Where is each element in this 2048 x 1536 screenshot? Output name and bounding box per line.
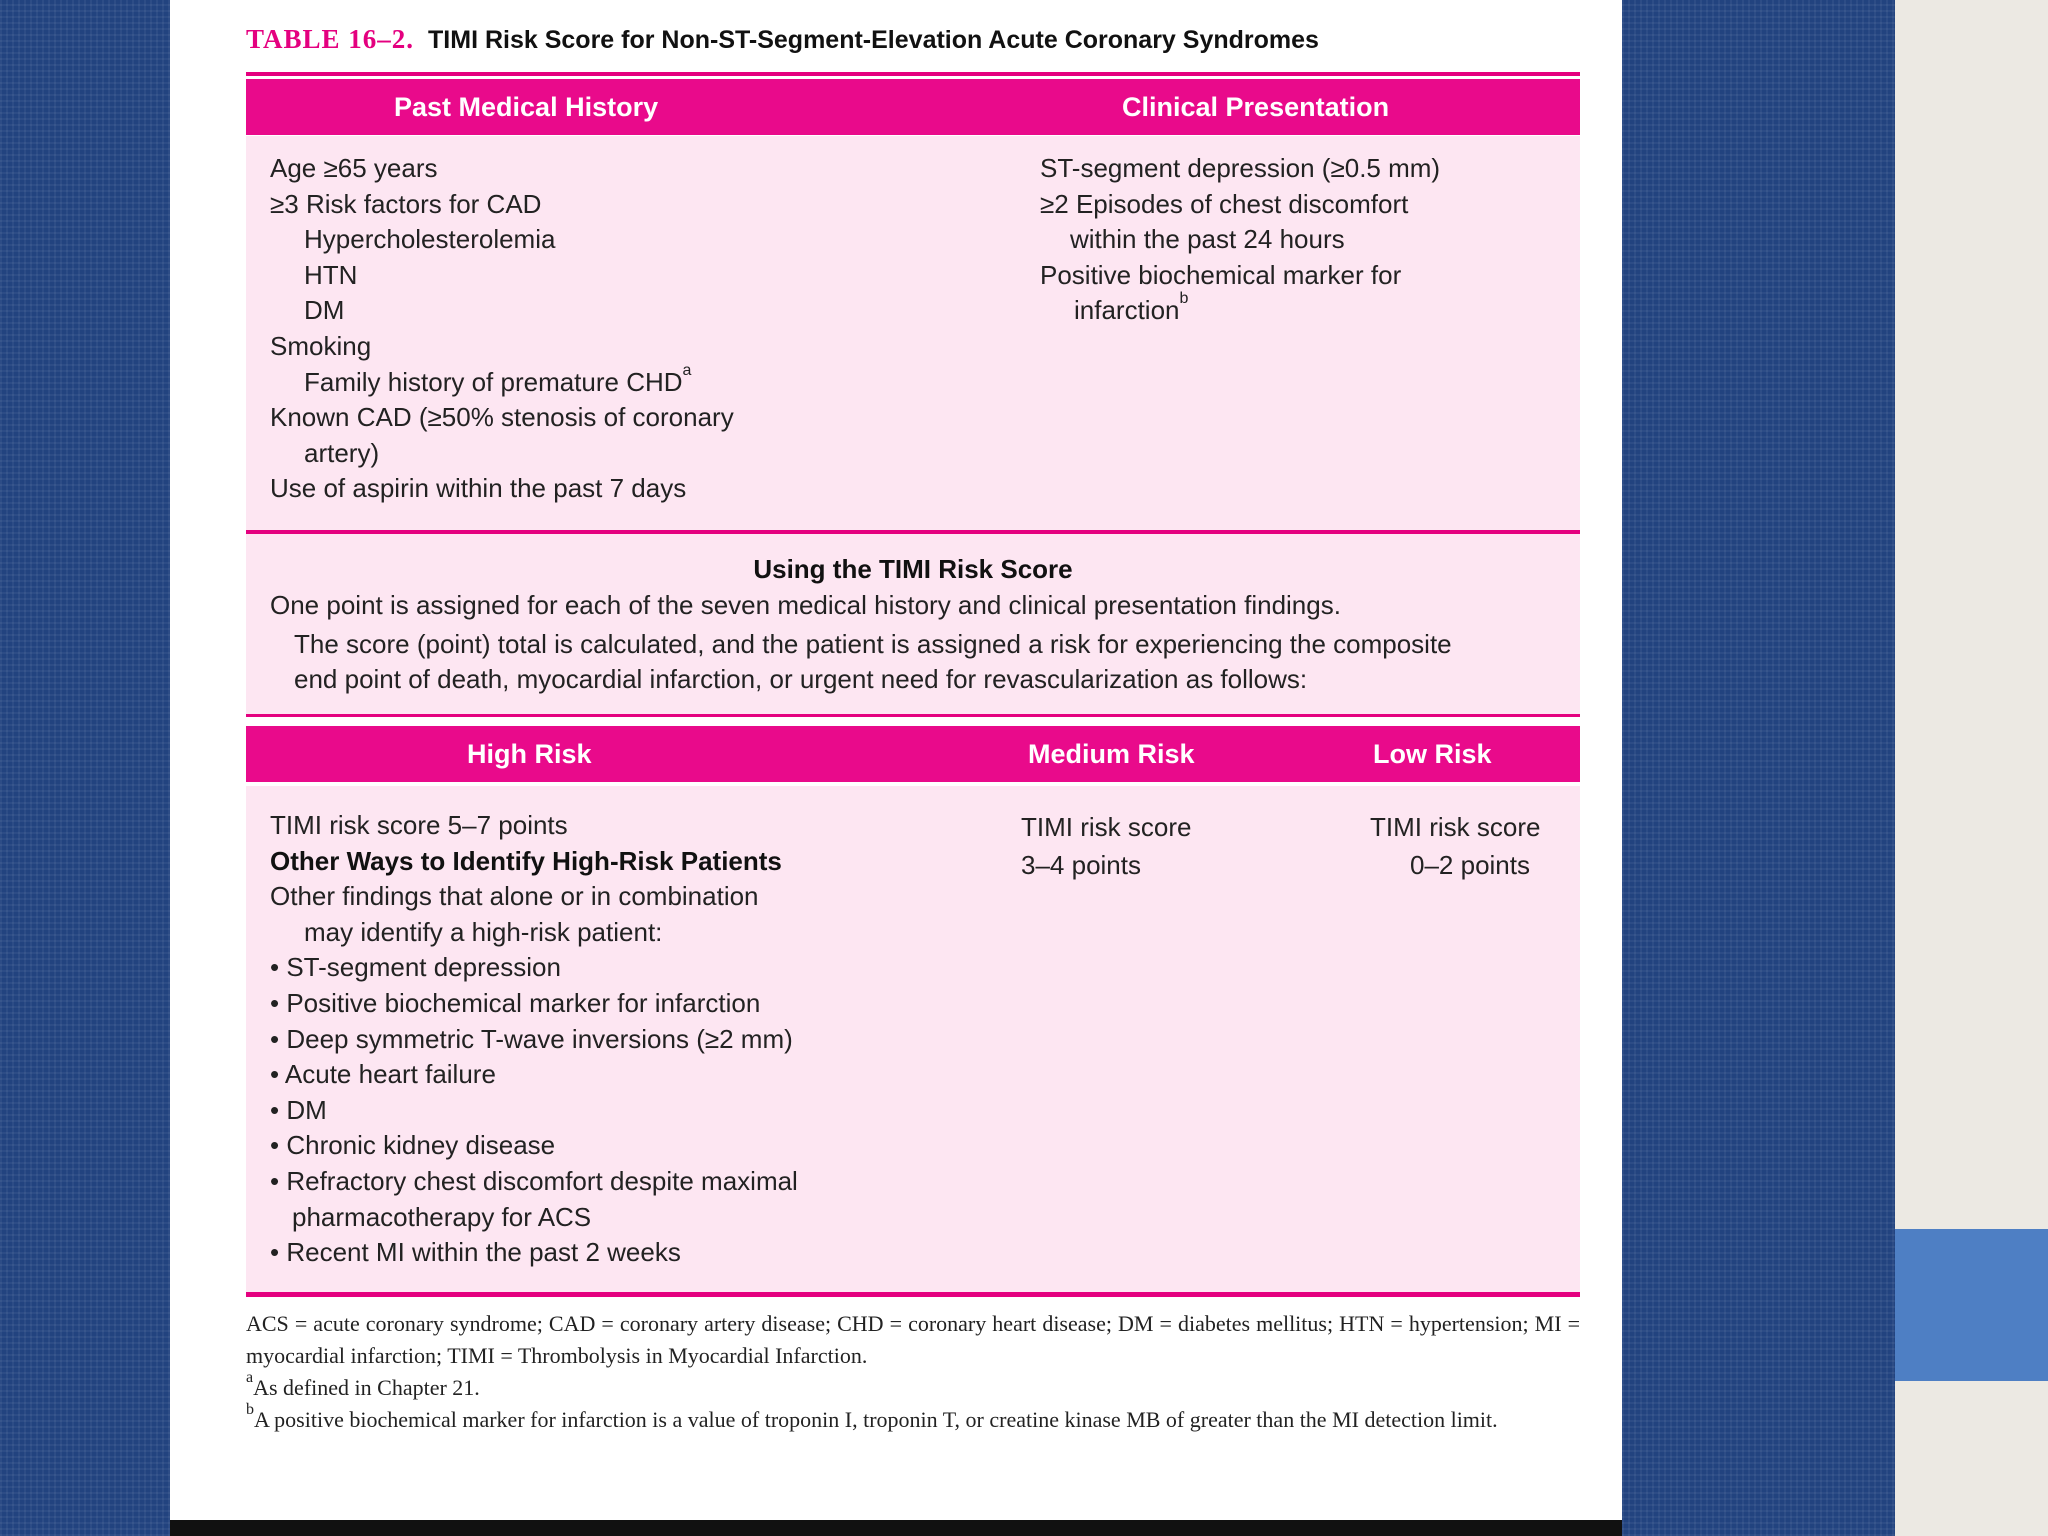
document-page [170, 0, 1622, 1520]
high-risk-bullet-continued: pharmacotherapy for ACS [292, 1201, 592, 1232]
history-item: HTN [304, 259, 358, 290]
medium-risk-line: 3–4 points [1021, 850, 1141, 880]
header-medium-risk: Medium Risk [1028, 738, 1195, 769]
high-risk-bullet: • Recent MI within the past 2 weeks [270, 1235, 798, 1271]
medium-risk-line: TIMI risk score [1021, 812, 1192, 842]
presentation-item: ≥2 Episodes of chest discomfort [1040, 188, 1409, 219]
medium-risk-column [1021, 808, 1191, 884]
history-item-family: Family history of premature CHD$^a$ [304, 361, 692, 397]
table-label: TABLE 16–2. [246, 24, 415, 54]
history-item: Use of aspirin within the past 7 days [270, 473, 687, 504]
high-risk-bullet: • Refractory chest discomfort despite maximal [270, 1164, 798, 1200]
using-heading: Using the TIMI Risk Score [753, 554, 1073, 584]
footnote-b: $^b$A positive biochemical marker for infarction is a value of troponin I, troponin T, or creatine kinase MB of greater than the MI detection limit. [246, 1401, 1498, 1432]
header-low-risk: Low Risk [1373, 738, 1492, 769]
header-row-1 [246, 79, 1580, 135]
table-title: TIMI Risk Score for Non-ST-Segment-Elevation Acute Coronary Syndromes [428, 26, 1319, 54]
history-item: Smoking [270, 330, 372, 361]
low-risk-column [1370, 808, 1540, 884]
bottom-edge-bar [170, 1520, 1622, 1536]
presentation-item: Positive biochemical marker for [1040, 259, 1402, 290]
history-item: Age ≥65 years [270, 153, 438, 183]
high-risk-bullet: • Positive biochemical marker for infarction [270, 986, 798, 1022]
high-risk-intro: Other findings that alone or in combination [270, 881, 759, 912]
history-item: ≥3 Risk factors for CAD [270, 188, 542, 219]
high-risk-column [270, 808, 798, 1271]
high-risk-bullet: • ST-segment depression [270, 950, 798, 986]
accent-block [1895, 1229, 2048, 1381]
other-ways-heading: Other Ways to Identify High-Risk Patients [270, 845, 782, 876]
risk-rule [246, 714, 1580, 717]
history-item: Known CAD (≥50% stenosis of coronary [270, 402, 734, 433]
history-list [270, 151, 734, 507]
header-clinical-presentation: Clinical Presentation [1122, 91, 1390, 122]
history-item: artery) [304, 437, 380, 468]
high-risk-bullet: • DM [270, 1093, 798, 1129]
top-rule [246, 72, 1580, 76]
footnote-mark-a: a [682, 361, 692, 379]
using-line-1: One point is assigned for each of the seven medical history and clinical presentation findings. [270, 590, 1341, 620]
presentation-item-infarction: infarction$^b$ [1074, 290, 1189, 326]
high-risk-bullet: • Deep symmetric T-wave inversions (≥2 mm) [270, 1022, 798, 1058]
bottom-rule [246, 1292, 1580, 1297]
header-high-risk: High Risk [467, 738, 592, 769]
presentation-item: ST-segment depression (≥0.5 mm) [1040, 153, 1441, 183]
history-item: Hypercholesterolemia [304, 224, 556, 255]
high-risk-score: TIMI risk score 5–7 points [270, 810, 568, 840]
table-caption [246, 24, 1319, 55]
table-footnotes [246, 1308, 1580, 1436]
background-left-panel [0, 0, 170, 1536]
high-risk-bullet: • Acute heart failure [270, 1057, 798, 1093]
presentation-item: within the past 24 hours [1070, 224, 1345, 255]
header-past-medical-history: Past Medical History [394, 91, 659, 122]
using-line-2: The score (point) total is calculated, and the patient is assigned a risk for experiencing the composite [294, 629, 1452, 659]
header-row-2 [246, 726, 1580, 782]
abbreviations-note: ACS = acute coronary syndrome; CAD = coronary artery disease; CHD = coronary heart disease; DM = diabetes mellitus; HTN = hypertension; MI = myocardial infarction; TIMI = Thrombolysis in Myocardial Infarction. [246, 1311, 1580, 1368]
using-line-3: end point of death, myocardial infarction, or urgent need for revascularization as follows: [294, 664, 1308, 694]
footnote-a: $^a$As defined in Chapter 21. [246, 1369, 480, 1400]
low-risk-line: 0–2 points [1410, 850, 1530, 880]
background-right-panel [1622, 0, 1895, 1536]
presentation-list [1040, 151, 1440, 329]
high-risk-bullet: • Chronic kidney disease [270, 1128, 798, 1164]
footnote-mark-b: b [1179, 290, 1189, 308]
high-risk-intro: may identify a high-risk patient: [304, 916, 663, 947]
low-risk-line: TIMI risk score [1370, 812, 1541, 842]
history-item: DM [304, 295, 345, 326]
